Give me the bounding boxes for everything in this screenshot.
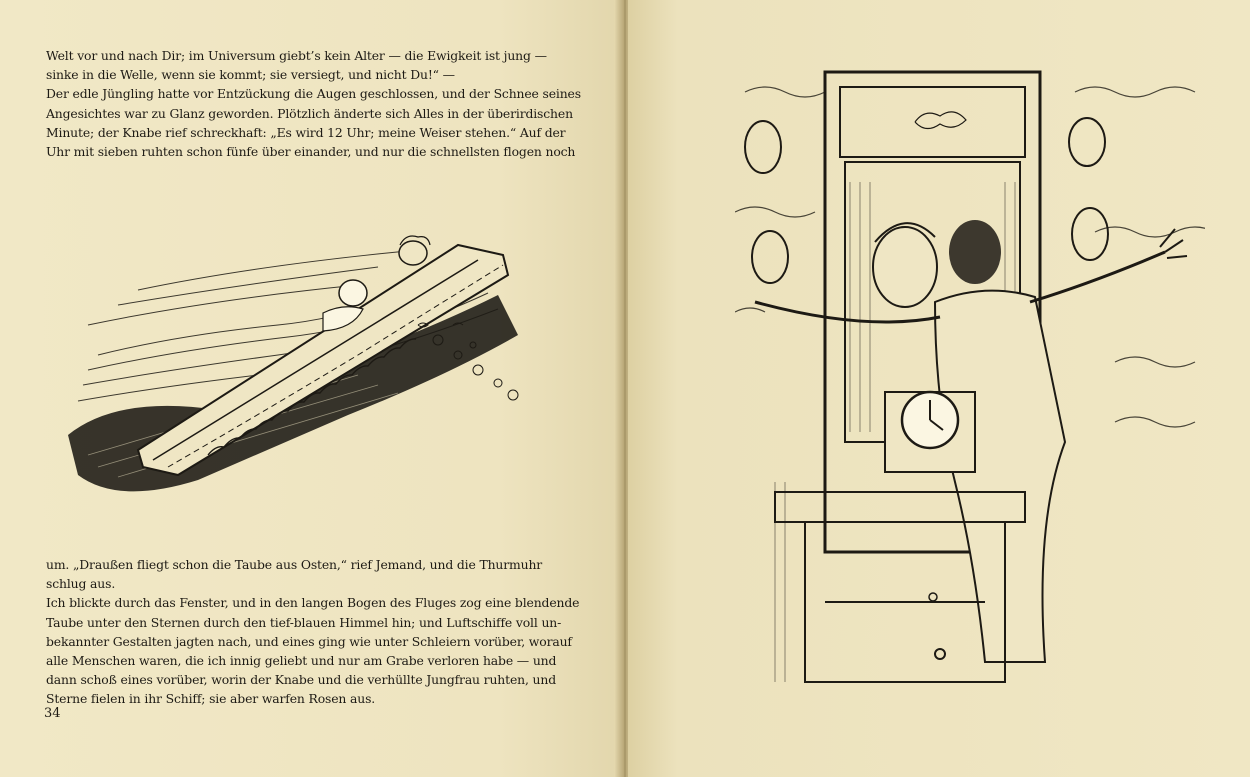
text-line: Angesichtes war zu Glanz geworden. Plötzlich änderte sich Alles in der überirdischen	[46, 105, 573, 121]
text-line: um. „Draußen fliegt schon die Taube aus Osten,“ rief Jemand, und die Thurmuhr	[46, 557, 543, 572]
text-line: Taube unter den Sternen durch den tief-blauen Himmel hin; und Luftschiffe voll un-	[46, 614, 562, 630]
text-line: dann schoß eines vorüber, worin der Knabe und die verhüllte Jungfrau ruhten, und	[46, 672, 556, 688]
coffin-with-sleeping-child-icon	[58, 205, 528, 525]
text-line: Sterne fielen in ihr Schiff; sie aber warfen Rosen aus.	[46, 691, 376, 707]
text-line: Uhr mit sieben ruhten schon fünfe über einander, und nur die schnellsten flogen noch	[46, 144, 576, 160]
left-page	[0, 0, 622, 777]
text-line: sinke in die Welle, wenn sie kommt; sie versiegt, und nicht Du!“ —	[46, 67, 455, 83]
text-block-bottom	[46, 555, 580, 709]
text-line: schlug aus.	[46, 576, 116, 592]
text-line: alle Menschen waren, die ich innig geliebt und nur am Grabe verloren habe — und	[46, 653, 557, 669]
text-line: Ich blickte durch das Fenster, und in den langen Bogen des Fluges zog eine blendende	[46, 595, 580, 611]
text-line: bekannter Gestalten jagten nach, und eines ging wie unter Schleiern vorüber, worauf	[46, 633, 572, 649]
text-line: Welt vor und nach Dir; im Universum giebt’s kein Alter — die Ewigkeit ist jung —	[46, 48, 547, 63]
text-block-top	[46, 46, 581, 161]
text-line: Minute; der Knabe rief schreckhaft: „Es wird 12 Uhr; meine Weiser stehen.“ Auf der	[46, 124, 566, 140]
text-line: Der edle Jüngling hatte vor Entzückung die Augen geschlossen, und der Schnee seines	[46, 86, 581, 102]
man-reaching-toward-mirror-and-clock-icon	[735, 62, 1205, 702]
page-number: 34	[44, 706, 61, 721]
